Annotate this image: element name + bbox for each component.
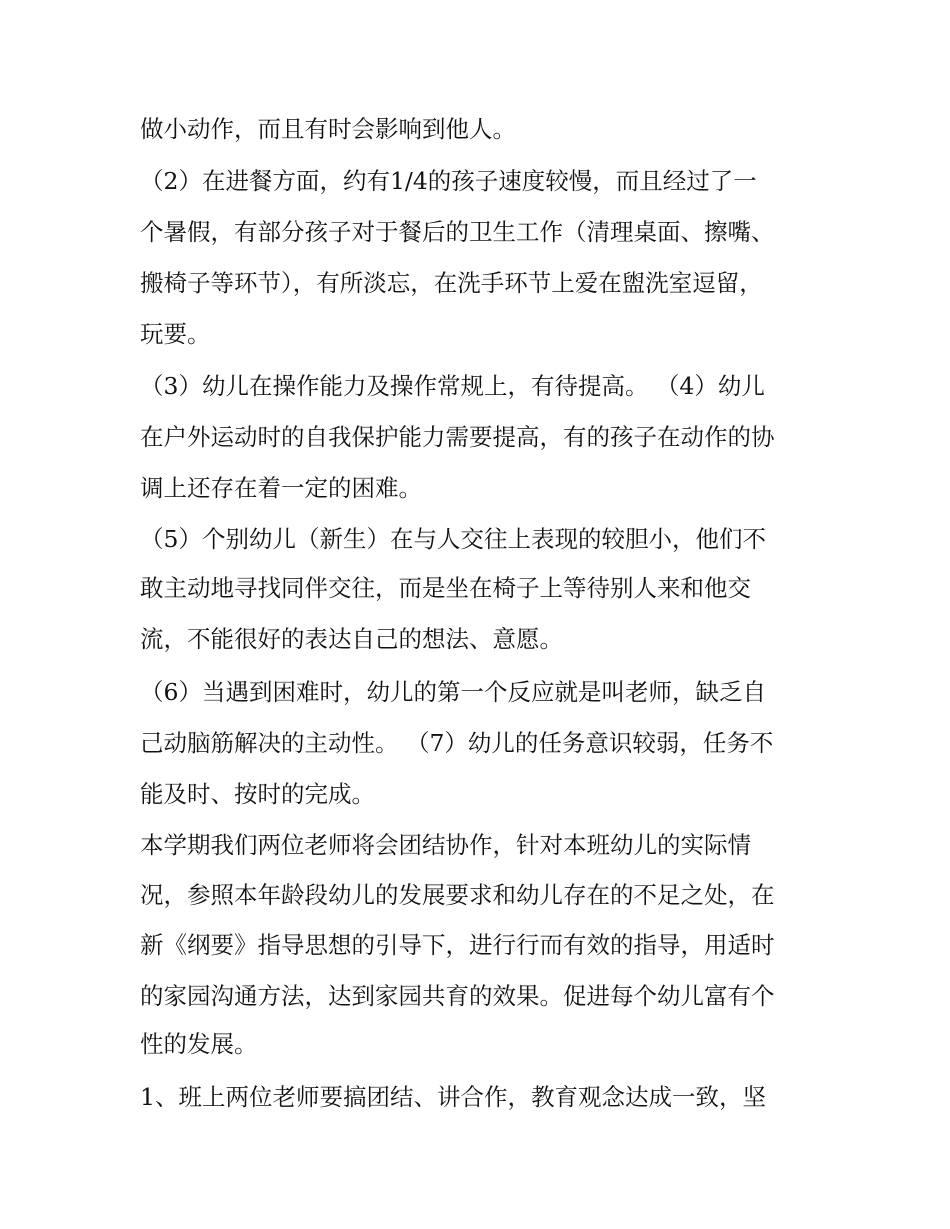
text-line: 本学期我们两位老师将会团结协作，针对本班幼儿的实际情 bbox=[140, 831, 751, 859]
text-line: 玩要。 bbox=[140, 320, 211, 348]
text-line: 的家园沟通方法，达到家园共育的效果。促进每个幼儿富有个 bbox=[140, 982, 775, 1010]
text-line: （3）幼儿在操作能力及操作常规上，有待提高。 （4）幼儿 bbox=[140, 372, 765, 400]
text-line: 己动脑筋解决的主动性。 （7）幼儿的任务意识较弱，任务不 bbox=[140, 729, 774, 757]
text-line: 个暑假，有部分孩子对于餐后的卫生工作（清理桌面、擦嘴、 bbox=[140, 218, 775, 246]
text-line: （5）个别幼儿（新生）在与人交往上表现的较胆小，他们不 bbox=[140, 525, 766, 553]
text-line: 新《纲要》指导思想的引导下，进行行而有效的指导，用适时 bbox=[140, 931, 775, 959]
text-line: 1、班上两位老师要搞团结、讲合作，教育观念达成一致，坚 bbox=[140, 1083, 766, 1111]
text-line: 性的发展。 bbox=[140, 1030, 258, 1058]
text-line: （6）当遇到困难时，幼儿的第一个反应就是叫老师，缺乏自 bbox=[140, 678, 766, 706]
text-line: 调上还存在着一定的困难。 bbox=[140, 474, 422, 502]
text-line: 敢主动地寻找同伴交往，而是坐在椅子上等待别人来和他交 bbox=[140, 574, 751, 602]
text-line: 做小动作，而且有时会影响到他人。 bbox=[140, 115, 516, 143]
text-line: 况，参照本年龄段幼儿的发展要求和幼儿存在的不足之处，在 bbox=[140, 881, 775, 909]
text-line: （2）在进餐方面，约有1/4的孩子速度较慢，而且经过了一 bbox=[140, 167, 757, 195]
text-line: 能及时、按时的完成。 bbox=[140, 780, 375, 808]
text-line: 在户外运动时的自我保护能力需要提高，有的孩子在动作的协 bbox=[140, 423, 775, 451]
text-line: 搬椅子等环节），有所淡忘，在洗手环节上爱在盥洗室逗留， bbox=[140, 269, 763, 297]
text-line: 流，不能很好的表达自己的想法、意愿。 bbox=[140, 625, 563, 653]
